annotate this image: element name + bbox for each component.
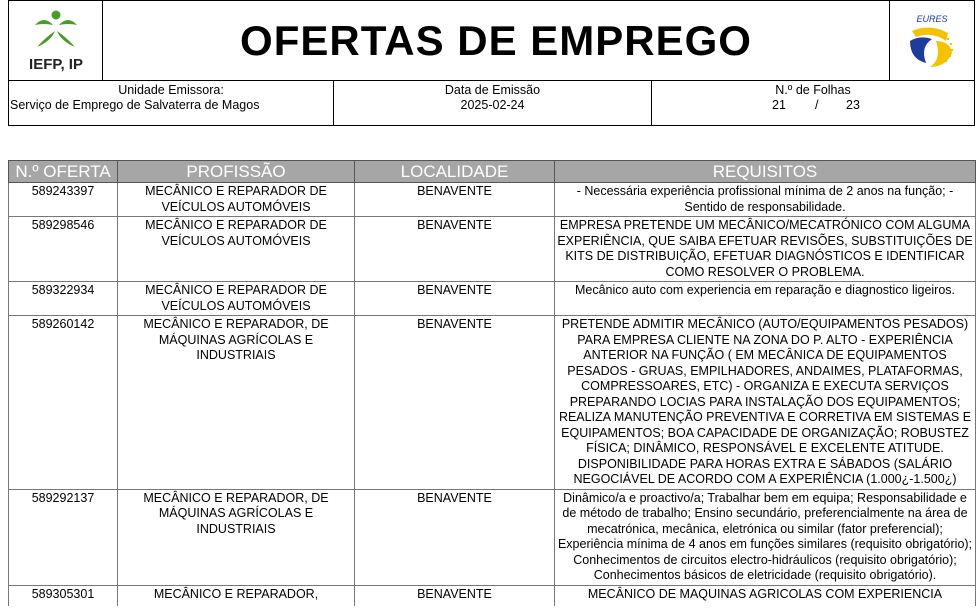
table-row — [9, 585, 976, 606]
offer-location: BENAVENTE — [355, 183, 555, 217]
column-header-profession: PROFISSÃO — [118, 161, 355, 183]
offer-profession: MECÂNICO E REPARADOR DE VEÍCULOS AUTOMÓVEIS — [118, 217, 355, 282]
table-row — [9, 316, 976, 490]
offer-requirements: EMPRESA PRETENDE UM MECÂNICO/MECATRÓNICO COM ALGUMA EXPERIÊNCIA, QUE SAIBA EFETUAR REVISÕES, SUBSTITUIÇÕES DE KITS DE DISTRIBUIÇÃO, EFETUAR DIAGNÓSTICOS E IDENTIFICAR COMO RESOLVER O PROBLEMA. — [555, 217, 976, 282]
table-row — [9, 217, 976, 282]
job-offers-table — [8, 160, 976, 606]
offer-profession: MECÂNICO E REPARADOR, — [118, 585, 355, 606]
sheet-count — [652, 81, 974, 125]
offer-profession: MECÂNICO E REPARADOR DE VEÍCULOS AUTOMÓVEIS — [118, 183, 355, 217]
sheet-total: 23 — [846, 98, 860, 112]
offer-number: 589298546 — [9, 217, 118, 282]
offer-location: BENAVENTE — [355, 217, 555, 282]
offer-number: 589305301 — [9, 585, 118, 606]
offer-requirements: MECÂNICO DE MAQUINAS AGRICOLAS COM EXPERIENCIA — [555, 585, 976, 606]
offer-requirements: PRETENDE ADMITIR MECÂNICO (AUTO/EQUIPAMENTOS PESADOS) PARA EMPRESA CLIENTE NA ZONA DO P. ALTO - EXPERIÊNCIA ANTERIOR NA FUNÇÃO ( EM MECÂNICA DE EQUIPAMENTOS PESADOS - GRUAS, EMPILHADORES, ANDAIMES, PLATAFORMAS, COMPRESSOARES, ETC) - ORGANIZA E EXECUTA SERVIÇOS PREPARANDO LOCIAS PARA INSTALAÇÃO DOS EQUIPAMENTOS; REALIZA MANUTENÇÃO PREVENTIVA E CORRETIVA EM SISTEMAS E EQUIPAMENTOS; BOA CAPACIDADE DE ORGANIZAÇÃO; ROBUSTEZ FÍSICA; DINÂMICO, RESPONSÁVEL E EXCELENTE ATITUDE. DISPONIBILIDADE PARA HORAS EXTRA E SÁBADOS (SALÁRIO NEGOCIÁVEL DE ACORDO COM A EXPERIÊNCIA (1.000¿-1.500¿) — [555, 316, 976, 490]
issue-date-value: 2025-02-24 — [460, 98, 525, 112]
offer-location: BENAVENTE — [355, 282, 555, 316]
column-header-offer-number: N.º OFERTA — [9, 161, 118, 183]
eures-emblem-icon — [890, 1, 975, 81]
table-row — [9, 489, 976, 585]
issuing-unit-label: Unidade Emissora: — [118, 83, 224, 97]
offer-number: 589260142 — [9, 316, 118, 490]
document-header — [8, 0, 975, 80]
offer-requirements: Dinâmico/a e proactivo/a; Trabalhar bem em equipa; Responsabilidade e de método de trabalho; Ensino secundário, preferencialmente na área de mecatrónica, mecânica, eletrónica ou similar (fator preferencial); Experiência mínima de 4 anos em funções similares (requisito obrigatório); Conhecimentos de circuitos electro-hidráulicos (requisito obrigatório); Conhecimentos básicos de eletricidade (requisito obrigatório). — [555, 489, 976, 585]
offer-profession: MECÂNICO E REPARADOR DE VEÍCULOS AUTOMÓVEIS — [118, 282, 355, 316]
table-row — [9, 282, 976, 316]
table-row — [9, 183, 976, 217]
issuing-unit-value: Serviço de Emprego de Salvaterra de Magos — [10, 98, 260, 112]
offer-requirements: Mecânico auto com experiencia em reparação e diagnostico ligeiros. — [555, 282, 976, 316]
page-title: OFERTAS DE EMPREGO — [240, 17, 752, 64]
sheet-current: 21 — [772, 98, 786, 112]
offer-profession: MECÂNICO E REPARADOR, DE MÁQUINAS AGRÍCOLAS E INDUSTRIAIS — [118, 489, 355, 585]
eures-logo-text: EURES — [916, 14, 948, 24]
offer-profession: MECÂNICO E REPARADOR, DE MÁQUINAS AGRÍCOLAS E INDUSTRIAIS — [118, 316, 355, 490]
sheet-count-label: N.º de Folhas — [775, 83, 851, 97]
column-header-location: LOCALIDADE — [355, 161, 555, 183]
offer-location: BENAVENTE — [355, 489, 555, 585]
offer-location: BENAVENTE — [355, 585, 555, 606]
offer-number: 589322934 — [9, 282, 118, 316]
issue-date — [334, 81, 652, 125]
offer-number: 589243397 — [9, 183, 118, 217]
iefp-emblem-icon — [9, 1, 103, 57]
issue-date-label: Data de Emissão — [444, 83, 541, 97]
document-meta — [8, 80, 975, 126]
eures-logo — [889, 1, 974, 81]
iefp-logo — [9, 1, 103, 81]
offer-number: 589292137 — [9, 489, 118, 585]
offer-requirements: - Necessária experiência profissional mínima de 2 anos na função; - Sentido de responsabilidade. — [555, 183, 976, 217]
offer-location: BENAVENTE — [355, 316, 555, 490]
issuing-unit — [9, 81, 334, 125]
table-header-row — [9, 161, 976, 183]
iefp-logo-text: IEFP, IP — [29, 56, 83, 73]
column-header-requirements: REQUISITOS — [555, 161, 976, 183]
sheet-separator: / — [815, 98, 819, 112]
